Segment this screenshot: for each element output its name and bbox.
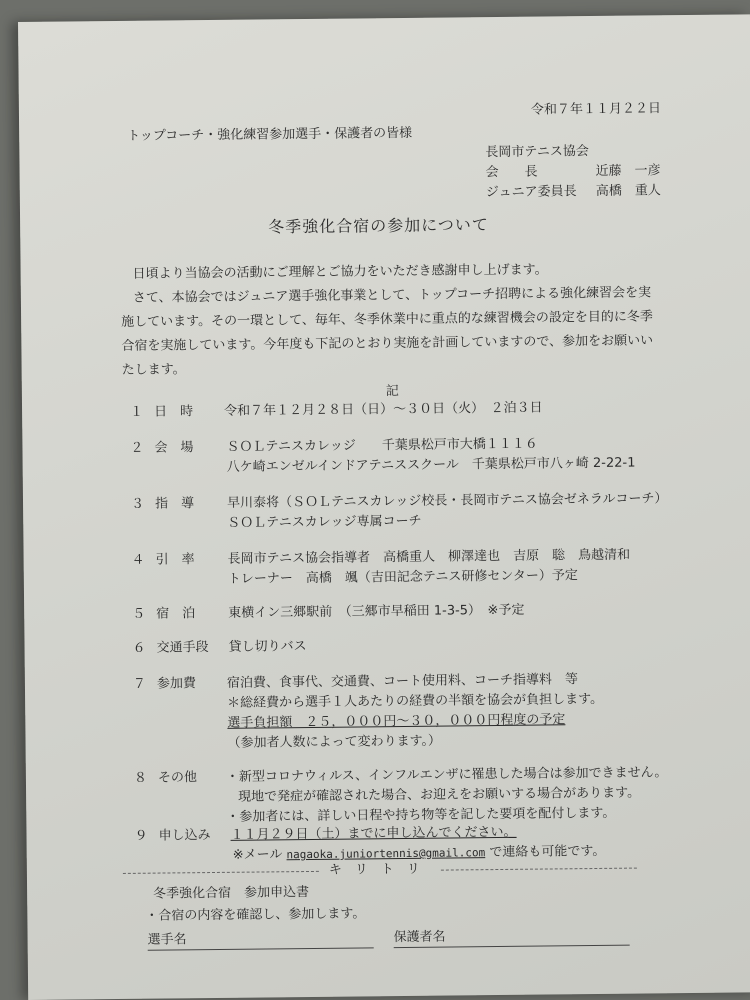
body-line: 施しています。その一環として、毎年、冬季休業中に重点的な練習機会の設定を目的に冬季 <box>121 309 653 330</box>
ki-marker: 記 <box>385 384 399 400</box>
item-value: 東横イン三郷駅前 （三郷市早稲田 1-3-5） ※予定 <box>228 602 525 621</box>
issue-date: 令和７年１１月２２日 <box>530 101 662 118</box>
item-number: １ <box>130 404 144 420</box>
item-label: 日 時 <box>154 404 194 420</box>
item-number: ８ <box>133 770 148 786</box>
body-line: さて、本協会ではジュニア選手強化事業として、トップコーチ招聘による強化練習会を実 <box>132 285 652 306</box>
item-label: 参加費 <box>156 676 197 692</box>
email-link[interactable]: nagaoka.juniortennis@gmail.com <box>286 846 486 862</box>
item-number: ２ <box>130 440 144 456</box>
item-value: トレーナー 高橋 颯（吉田記念テニス研修センター）予定 <box>227 568 578 587</box>
item-number: ７ <box>132 676 147 692</box>
junior-title: ジュニア委員長 <box>485 184 577 201</box>
email-line <box>233 844 606 864</box>
item-number: ６ <box>132 640 146 656</box>
chair-name: 近藤 一彦 <box>595 163 661 179</box>
document-title: 冬季強化合宿の参加について <box>268 215 489 237</box>
cut-line-right <box>441 868 637 871</box>
body-line: 日頃より当協会の活動にご理解とご協力をいただき感謝申し上げます。 <box>132 262 548 282</box>
item-value: 長岡市テニス協会指導者 高橋重人 柳澤達也 吉原 聡 鳥越清和 <box>227 547 631 567</box>
item-label: 宿 泊 <box>156 606 196 622</box>
cut-line-left <box>123 871 319 874</box>
chair-title: 会 長 <box>485 164 538 181</box>
item-label: その他 <box>157 770 198 786</box>
item-label: 申し込み <box>158 828 211 844</box>
body-line: 合宿を実施しています。今年度も下記のとおり実施を計画していますので、参加をお願いい <box>121 333 654 354</box>
item-label: 会 場 <box>154 440 194 456</box>
item-number: ３ <box>130 496 145 512</box>
item-value: 令和７年１２月２８日（日）～３０日（火） ２泊３日 <box>224 400 543 419</box>
item-value: 宿泊費、食事代、交通費、コート使用料、コーチ指導料 等 <box>226 672 579 691</box>
document-page <box>18 14 750 1000</box>
item-value: 八ケ崎エンゼルインドアテニススクール 千葉県松戸市八ヶ崎 2-22-1 <box>226 455 636 475</box>
item-number: ４ <box>131 552 145 568</box>
junior-name: 高橋 重人 <box>595 183 661 199</box>
email-prefix: ※メール <box>232 847 283 863</box>
guardian-name-label: 保護者名 <box>393 929 446 946</box>
item-label: 指 導 <box>154 496 195 512</box>
form-title: 冬季強化合宿 参加申込書 <box>153 884 310 902</box>
item-number: ５ <box>132 606 146 622</box>
body-line: たします。 <box>121 362 186 378</box>
form-confirm: ・合宿の内容を確認し、参加します。 <box>145 906 366 924</box>
item-value: ＳＯＬテニスカレッジ 千葉県松戸市大橋１１１６ <box>226 436 538 455</box>
item-value: （参加者人数によって変わります。） <box>227 733 442 751</box>
item-value: ・参加者には、詳しい日程や持ち物等を記した要項を配付します。 <box>226 805 616 825</box>
player-name-label: 選手名 <box>147 932 187 948</box>
email-suffix: で連絡も可能です。 <box>489 843 606 861</box>
item-number: ９ <box>134 828 148 844</box>
kiritori-label: キ リ ト リ <box>328 861 420 878</box>
item-value: ・新型コロナウィルス、インフルエンザに罹患した場合は参加できません。 <box>225 765 668 785</box>
application-deadline: １１月２９日（土）までに申し込んでください。 <box>230 824 517 843</box>
addressee: トップコーチ・強化練習参加選手・保護者の皆様 <box>127 125 413 144</box>
participant-fee: 選手負担額 ２５，０００円～３０，０００円程度の予定 <box>227 712 566 731</box>
item-value: ＳＯＬテニスカレッジ専属コーチ <box>227 513 422 531</box>
item-label: 交通手段 <box>156 640 209 656</box>
item-value: ＊総経費から選手１人あたりの経費の半額を協会が負担します。 <box>227 691 604 711</box>
item-value: 現地で発症が確認された場合、お迎えをお願いする場合があります。 <box>238 785 641 805</box>
item-label: 引 率 <box>155 552 195 568</box>
item-value: 貸し切りバス <box>228 639 307 655</box>
item-value: 早川泰将（ＳＯＬテニスカレッジ校長・長岡市テニス協会ゼネラルコーチ） <box>226 491 668 511</box>
sender-org: 長岡市テニス協会 <box>485 144 589 161</box>
